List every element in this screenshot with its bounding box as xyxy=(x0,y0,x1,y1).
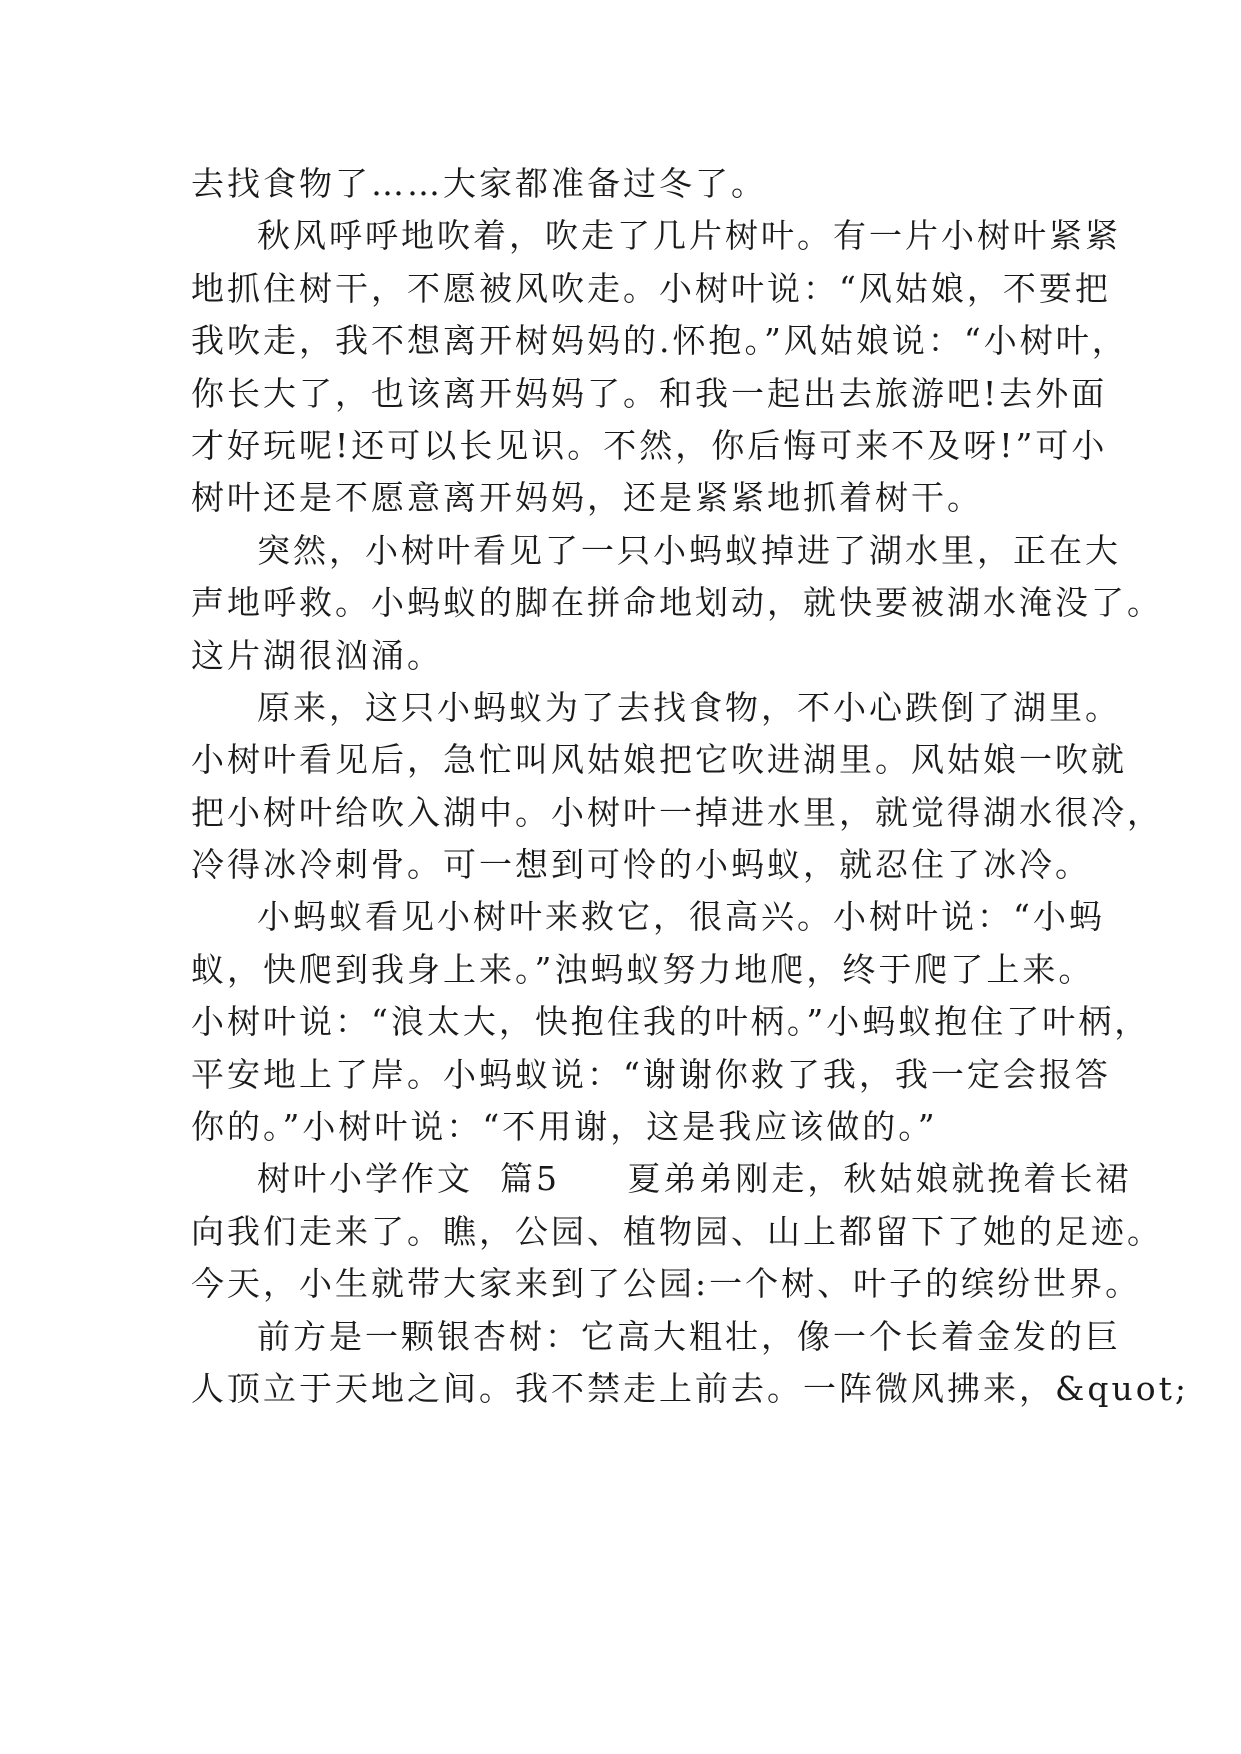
text-line: 冷得冰冷刺骨。可一想到可怜的小蚂蚁，就忍住了冰冷。 xyxy=(191,845,1091,885)
text-line: 树叶还是不愿意离开妈妈，还是紧紧地抓着树干。 xyxy=(191,478,983,518)
text-line: 声地呼救。小蚂蚁的脚在拼命地划动，就快要被湖水淹没了。 xyxy=(191,583,1163,623)
text-line: 今天，小生就带大家来到了公园:一个树、叶子的缤纷世界。 xyxy=(191,1264,1142,1304)
text-line: 你长大了，也该离开妈妈了。和我一起出去旅游吧!去外面 xyxy=(191,373,1108,413)
text-line: 人顶立于天地之间。我不禁走上前去。一阵微风拂来，&quot; xyxy=(191,1368,1189,1408)
text-line: 向我们走来了。瞧，公园、植物园、山上都留下了她的足迹。 xyxy=(191,1211,1163,1251)
text-line: 这片湖很汹涌。 xyxy=(191,635,443,675)
text-line: 原来，这只小蚂蚁为了去找食物，不小心跌倒了湖里。 xyxy=(257,687,1121,727)
text-line: 秋风呼呼地吹着，吹走了几片树叶。有一片小树叶紧紧 xyxy=(257,216,1121,256)
text-line: 我吹走，我不想离开树妈妈的.怀抱。”风姑娘说：“小树叶， xyxy=(191,321,1128,361)
body-text xyxy=(191,158,1189,1415)
text-line: 蚁，快爬到我身上来。”浊蚂蚁努力地爬，终于爬了上来。 xyxy=(191,949,1095,989)
text-line: 小树叶看见后，急忙叫风姑娘把它吹进湖里。风姑娘一吹就 xyxy=(191,740,1127,780)
text-line: 树叶小学作文 篇5 夏弟弟刚走，秋姑娘就挽着长裙 xyxy=(257,1159,1132,1199)
text-line: 你的。”小树叶说：“不用谢，这是我应该做的。” xyxy=(191,1107,938,1147)
text-line: 地抓住树干，不愿被风吹走。小树叶说：“风姑娘，不要把 xyxy=(191,268,1111,308)
text-line: 才好玩呢!还可以长见识。不然，你后悔可来不及呀!”可小 xyxy=(191,425,1108,465)
text-line: 小蚂蚁看见小树叶来救它，很高兴。小树叶说：“小蚂 xyxy=(257,897,1105,937)
text-line: 突然，小树叶看见了一只小蚂蚁掉进了湖水里，正在大 xyxy=(257,530,1121,570)
text-line: 平安地上了岸。小蚂蚁说：“谢谢你救了我，我一定会报答 xyxy=(191,1054,1111,1094)
text-line: 把小树叶给吹入湖中。小树叶一掉进水里，就觉得湖水很冷， xyxy=(191,792,1163,832)
text-line: 小树叶说：“浪太大，快抱住我的叶柄。”小蚂蚁抱住了叶柄， xyxy=(191,1002,1151,1042)
text-line: 去找食物了……大家都准备过冬了。 xyxy=(191,164,767,203)
text-line: 前方是一颗银杏树：它高大粗壮，像一个长着金发的巨 xyxy=(257,1316,1121,1356)
